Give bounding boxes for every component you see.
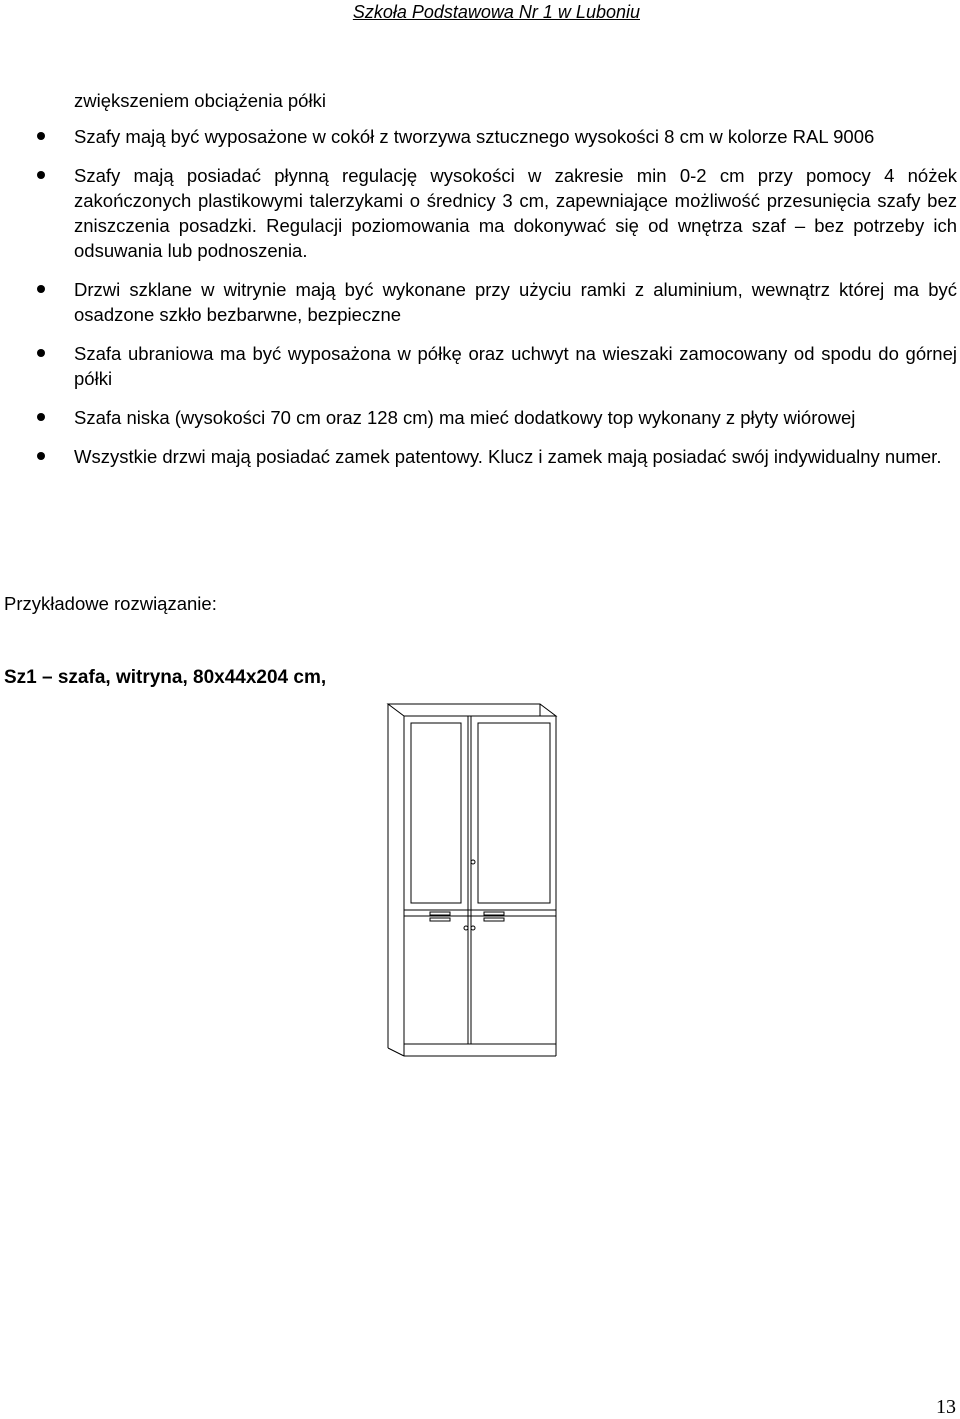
bullet-icon: [37, 171, 45, 179]
product-title: Sz1 – szafa, witryna, 80x44x204 cm,: [4, 667, 327, 688]
bullet-icon: [37, 413, 45, 421]
list-item: Drzwi szklane w witrynie mają być wykonane przy użyciu ramki z aluminium, wewnątrz której ma być osadzone szkło bezbarwne, bezpieczne: [0, 277, 960, 327]
continuation-text: zwiększeniem obciążenia półki: [74, 90, 326, 111]
example-label: Przykładowe rozwiązanie:: [4, 593, 217, 614]
requirements-list: [0, 124, 960, 483]
page-number: 13: [936, 1396, 956, 1418]
bullet-icon: [37, 349, 45, 357]
list-item: Szafa ubraniowa ma być wyposażona w półkę oraz uchwyt na wieszaki zamocowany od spodu do górnej półki: [0, 341, 960, 391]
list-item: Szafy mają być wyposażone w cokół z tworzywa sztucznego wysokości 8 cm w kolorze RAL 9006: [0, 124, 960, 149]
list-item: Szafa niska (wysokości 70 cm oraz 128 cm) ma mieć dodatkowy top wykonany z płyty wiórowej: [0, 405, 960, 430]
bullet-icon: [37, 285, 45, 293]
cabinet-drawing: [380, 696, 570, 1066]
list-item: Szafy mają posiadać płynną regulację wysokości w zakresie min 0-2 cm przy pomocy 4 nóżek zakończonych plastikowymi talerzykami o średnicy 3 cm, zapewniające możliwość przesunięcia szafy bez zniszczenia posadzki. Regulacji poziomowania ma dokonywać się od wnętrza szaf – bez potrzeby ich odsuwania lub podnoszenia.: [0, 163, 960, 263]
bullet-icon: [37, 452, 45, 460]
bullet-icon: [37, 132, 45, 140]
page-header: Szkoła Podstawowa Nr 1 w Luboniu: [352, 2, 640, 22]
list-item: Wszystkie drzwi mają posiadać zamek patentowy. Klucz i zamek mają posiadać swój indywidualny numer.: [0, 444, 960, 469]
